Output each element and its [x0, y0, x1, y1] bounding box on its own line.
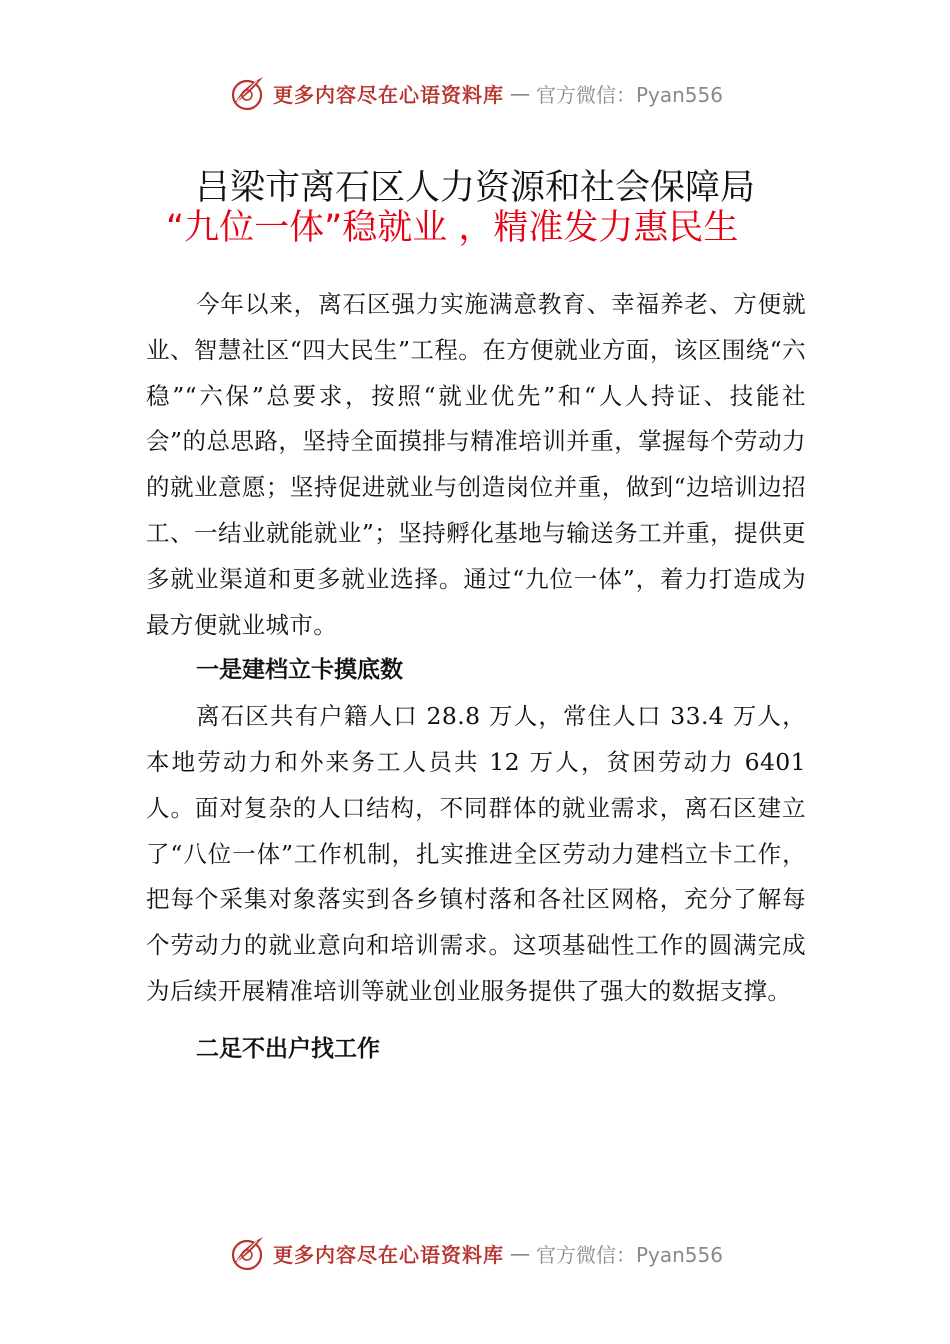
watermark-contact: 官方微信：Pyan556 [535, 82, 723, 107]
section1-heading: 一是建档立卡摸底数 [196, 657, 403, 684]
watermark-footer [0, 1228, 950, 1278]
watermark-header [0, 68, 950, 118]
document-subtitle: “九位一体”稳就业 ，精准发力惠民生 [166, 208, 739, 248]
watermark-text: 更多内容尽在心语资料库 [272, 82, 504, 107]
watermark-separator: — [509, 81, 530, 105]
watermark-separator: — [509, 1241, 530, 1265]
section1-paragraph: 离石区共有户籍人口 28.8 万人，常住人口 33.4 万人，本地劳动力和外来务工人员共 12 万人，贫困劳动力 6401 人。面对复杂的人口结构，不同群体的就业需求，离石区建立了“八位一体”工作机制，扎实推进全区劳动力建档立卡工作，把每个采集对象落实到各乡镇村落和各社区网格，充分了解每个劳动力的就业意向和培训需求。这项基础性工作的圆满完成为后续开展精准培训等就业创业服务提供了强大的数据支撑。 [146, 702, 806, 1005]
feather-logo-icon [227, 1233, 267, 1273]
document-title: 吕梁市离石区人力资源和社会保障局 [194, 168, 755, 208]
feather-logo-icon [227, 73, 267, 113]
intro-paragraph: 今年以来，离石区强力实施满意教育、幸福养老、方便就业、智慧社区“四大民生”工程。在方便就业方面，该区围绕“六稳”“六保”总要求，按照“就业优先”和“人人持证、技能社会”的总思路，坚持全面摸排与精准培训并重，掌握每个劳动力的就业意愿；坚持促进就业与创造岗位并重，做到“边培训边招工、一结业就能就业”；坚持孵化基地与输送务工并重，提供更多就业渠道和更多就业选择。通过“九位一体”，着力打造成为最方便就业城市。 [146, 290, 806, 639]
document-body [146, 282, 806, 1073]
watermark-text: 更多内容尽在心语资料库 [272, 1242, 504, 1267]
watermark-contact: 官方微信：Pyan556 [535, 1242, 723, 1267]
section2-heading: 二足不出户找工作 [196, 1035, 380, 1062]
